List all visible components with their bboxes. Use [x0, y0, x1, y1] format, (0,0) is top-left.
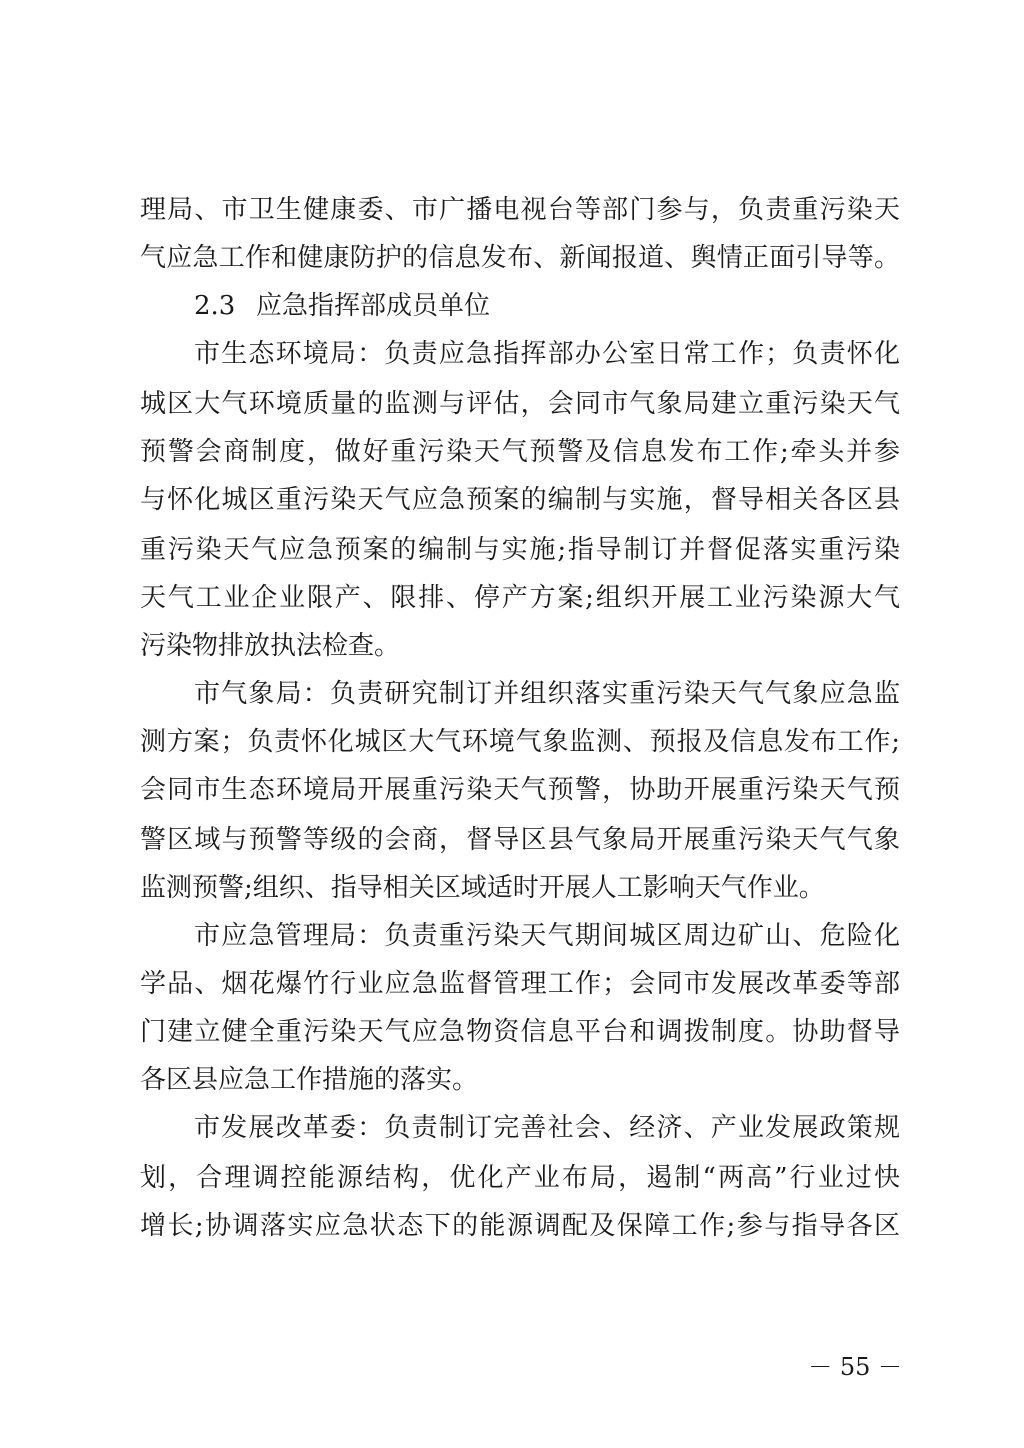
text-line: 理局、市卫生健康委、市广播电视台等部门参与，负责重污染天 — [140, 195, 900, 225]
text-line: 污染物排放执法检查。 — [140, 631, 401, 661]
text-line: 监测预警;组织、指导相关区域适时开展人工影响天气作业。 — [140, 873, 825, 903]
text-line: 划，合理调控能源结构，优化产业布局，遏制“两高”行业过快 — [140, 1163, 900, 1193]
text-line: 重污染天气应急预案的编制与实施;指导制订并督促落实重污染 — [140, 535, 900, 565]
text-line: 气应急工作和健康防护的信息发布、新闻报道、舆情正面引导等。 — [140, 243, 900, 273]
section-title: 应急指挥部成员单位 — [256, 291, 491, 321]
text-line: 门建立健全重污染天气应急物资信息平台和调拨制度。协助督导 — [140, 1017, 900, 1047]
section-heading — [194, 288, 490, 324]
text-line: 各区县应急工作措施的落实。 — [140, 1065, 479, 1095]
page-number: － 55 － — [808, 1353, 902, 1381]
text-line: 测方案；负责怀化城区大气环境气象监测、预报及信息发布工作; — [140, 727, 900, 757]
text-line: 增长;协调落实应急状态下的能源调配及保障工作;参与指导各区 — [140, 1211, 900, 1241]
text-line: 警区域与预警等级的会商，督导区县气象局开展重污染天气气象 — [140, 825, 900, 855]
text-line: 会同市生态环境局开展重污染天气预警，协助开展重污染天气预 — [140, 775, 900, 805]
text-line: 学品、烟花爆竹行业应急监督管理工作；会同市发展改革委等部 — [140, 969, 900, 999]
paragraph-first-line: 市气象局：负责研究制订并组织落实重污染天气气象应急监 — [194, 679, 900, 709]
text-line: 城区大气环境质量的监测与评估，会同市气象局建立重污染天气 — [140, 389, 900, 419]
text-line: 天气工业企业限产、限排、停产方案;组织开展工业污染源大气 — [140, 583, 900, 613]
paragraph-first-line: 市应急管理局：负责重污染天气期间城区周边矿山、危险化 — [194, 921, 900, 951]
text-line: 与怀化城区重污染天气应急预案的编制与实施，督导相关各区县 — [140, 485, 900, 515]
paragraph-first-line: 市生态环境局：负责应急指挥部办公室日常工作；负责怀化 — [194, 339, 900, 369]
section-number: 2.3 — [194, 291, 236, 321]
paragraph-first-line: 市发展改革委：负责制订完善社会、经济、产业发展政策规 — [194, 1113, 900, 1143]
text-line: 预警会商制度，做好重污染天气预警及信息发布工作;牵头并参 — [140, 437, 900, 467]
